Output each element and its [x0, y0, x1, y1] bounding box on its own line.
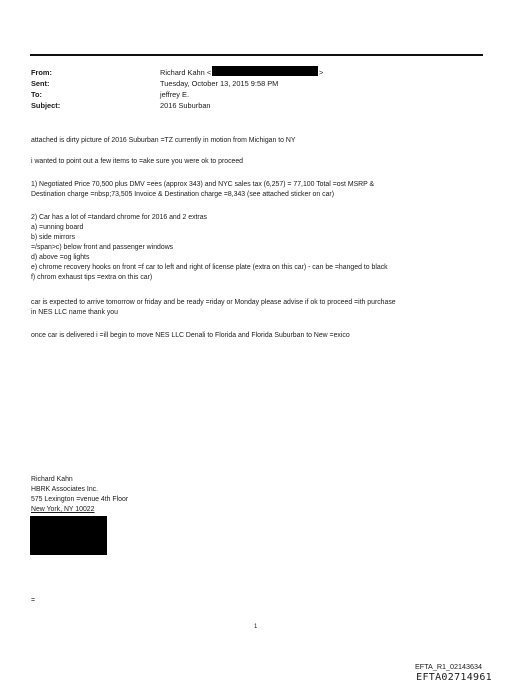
to-label: To: — [31, 90, 42, 99]
header-rule — [30, 54, 483, 56]
body-paragraph-1: attached is dirty picture of 2016 Suburban =TZ currently in motion from Michigan to NY — [31, 137, 296, 144]
from-name: Richard Kahn < — [160, 68, 212, 77]
body-paragraph-4-line-1: 2) Car has a lot of =tandard chrome for 2016 and 2 extras — [31, 214, 208, 221]
signature-redaction — [30, 516, 107, 555]
body-paragraph-4-line-6: e) chrome recovery hooks on front =f car to left and right of license plate (extra on this car) - can be =hanged to black — [31, 264, 388, 271]
from-label: From: — [31, 68, 52, 77]
body-paragraph-4-line-3: b) side mirrors — [31, 234, 76, 241]
page-number: 1 — [254, 624, 258, 630]
body-paragraph-6: once car is delivered i =ill begin to move NES LLC Denali to Florida and Florida Suburban to New =exico — [31, 332, 350, 339]
body-paragraph-5-line-2: in NES LLC name thank you — [31, 309, 118, 316]
body-paragraph-4-line-5: d) above =og lights — [31, 254, 90, 261]
body-paragraph-5-line-1: car is expected to arrive tomorrow or friday and be ready =riday or Monday please advise if ok to proceed =ith purchase — [31, 299, 396, 306]
signature-address-line-1: 575 Lexington =venue 4th Floor — [31, 496, 129, 503]
sent-label: Sent: — [31, 79, 50, 88]
subject-value: 2016 Suburban — [160, 101, 211, 110]
bates-number-small: EFTA_R1_02143634 — [415, 662, 482, 671]
subject-label: Subject: — [31, 101, 61, 110]
signature-company: HBRK Associates Inc. — [31, 486, 99, 493]
body-paragraph-4-line-7: f) chrom exhaust tips =extra on this car) — [31, 274, 153, 281]
from-bracket-close: > — [319, 68, 324, 77]
signature-address-line-2: New York, NY 10022 — [31, 506, 95, 513]
signature-name: Richard Kahn — [31, 476, 73, 483]
from-email-redaction — [212, 66, 318, 76]
body-paragraph-4-line-4: =/span>c) below front and passenger windows — [31, 244, 174, 251]
body-paragraph-3-line-2: Destination charge =nbsp;73,505 Invoice & Destination charge =8,343 (see attached sticker on car) — [31, 191, 334, 198]
body-paragraph-2: i wanted to point out a few items to =ake sure you were ok to proceed — [31, 158, 244, 165]
from-value — [160, 68, 211, 78]
equals-mark: = — [31, 597, 36, 604]
sent-value: Tuesday, October 13, 2015 9:58 PM — [160, 79, 279, 88]
to-value: jeffrey E. — [160, 90, 190, 99]
bates-number-large: EFTA02714961 — [416, 672, 492, 683]
body-paragraph-3-line-1: 1) Negotiated Price 70,500 plus DMV =ees (approx 343) and NYC sales tax (6,257) = 77,100 Total =ost MSRP & — [31, 181, 375, 188]
body-paragraph-4-line-2: a) =unning board — [31, 224, 84, 231]
